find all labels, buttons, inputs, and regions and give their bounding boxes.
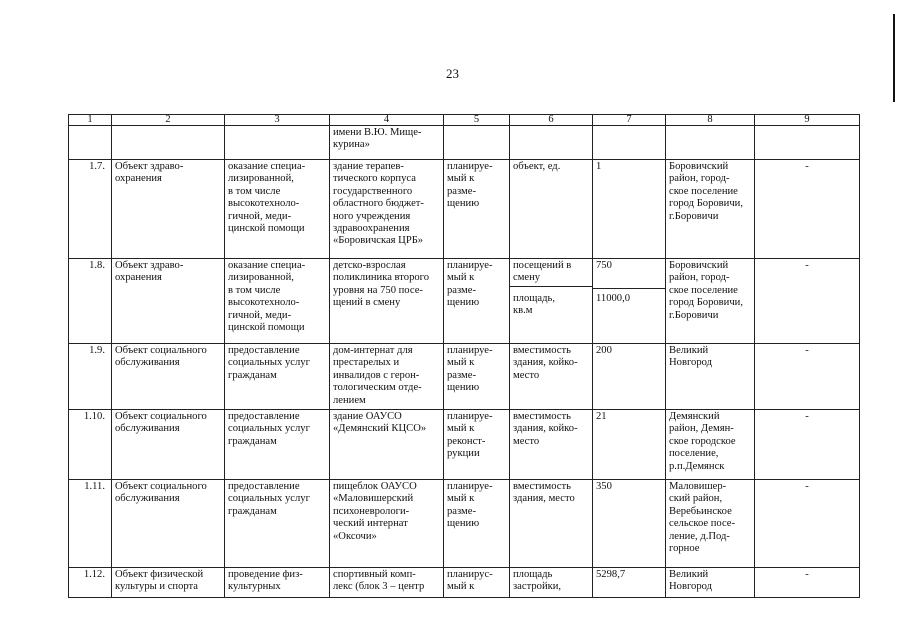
cell-object-type — [112, 568, 225, 598]
cell-text-line: здания, койко- — [513, 423, 578, 435]
cell-text-line: мый к — [447, 173, 475, 185]
cell-text-line: разме- — [447, 185, 476, 197]
table-row — [69, 160, 860, 259]
cell-text-line: объект, ед. — [513, 161, 561, 172]
cell-text-line: предоставление — [228, 481, 300, 492]
cell-text-line: город Боровичи, — [669, 297, 743, 309]
cell-text-line: государственного — [333, 185, 413, 197]
cell-location — [666, 259, 755, 344]
cell-text-line: пищеблок ОАУСО — [333, 481, 417, 492]
cell-text-line: щению — [447, 518, 480, 530]
cell-value-bottom — [596, 289, 662, 305]
cell-text-line: оказание специа- — [228, 161, 306, 172]
cell-text-line: высокотехноло- — [228, 297, 300, 309]
cell-zone: - — [755, 480, 860, 568]
cell-text-line: здания, койко- — [513, 357, 578, 369]
cell-text-line: район, город- — [669, 272, 730, 284]
page-number: 23 — [446, 66, 459, 81]
cell-status — [444, 480, 510, 568]
cell-text-line: инвалидов с герон- — [333, 369, 420, 381]
cell-text-line: гражданам — [228, 505, 277, 517]
cell-text-line: гражданам — [228, 369, 277, 381]
cell-text-line: здание ОАУСО — [333, 411, 402, 422]
cell-text-line: место — [513, 435, 540, 447]
cell-value: 5298,7 — [593, 568, 666, 598]
cell-text-line: психоневрологи- — [333, 505, 410, 517]
cell-number: 1.8. — [69, 259, 112, 344]
cell-name — [330, 259, 444, 344]
cell-status — [444, 259, 510, 344]
cell-text-line: предоставление — [228, 345, 300, 356]
cell-text-line: Боровичский — [669, 260, 729, 271]
cell-text-line: Великий — [669, 345, 709, 356]
cell-text-line: Великий — [669, 569, 709, 580]
cell-purpose — [225, 160, 330, 259]
cell-text-line: город Боровичи, — [669, 198, 743, 210]
cell-zone: - — [755, 259, 860, 344]
cell-text-line: здание терапев- — [333, 161, 404, 172]
cell-text-line: ское поселение — [669, 185, 738, 197]
cell-purpose — [225, 480, 330, 568]
cell-number: 1.12. — [69, 568, 112, 598]
cell-zone: - — [755, 344, 860, 410]
cell-text-line: цинской помощи — [228, 322, 305, 334]
cell-text-line: «Маловишерский — [333, 493, 414, 505]
cell-text-line: г.Боровичи — [669, 210, 719, 222]
cell-status — [444, 410, 510, 480]
cell-indicator-top — [510, 260, 592, 287]
cell-text-line: р.п.Демянск — [669, 460, 725, 472]
cell-text-line: вместимость — [513, 411, 571, 422]
cell-text-line: ление, д.Под- — [669, 530, 730, 542]
cell-object-type — [112, 259, 225, 344]
cell-text-line: «Боровичская ЦРБ» — [333, 235, 424, 247]
cell-zone: - — [755, 568, 860, 598]
cell-text-line: Объект социального — [115, 481, 207, 492]
cell-text-line: место — [513, 369, 540, 381]
cell-text-line: планируе- — [447, 161, 493, 172]
cell-text-line: Объект физической — [115, 569, 204, 580]
cell-object-type — [112, 410, 225, 480]
cell-text-line: обслуживания — [115, 357, 180, 369]
cell-text-line: спортивный комп- — [333, 569, 416, 580]
cell-text-line: лением — [333, 394, 366, 406]
cell-object-type — [112, 480, 225, 568]
cell-location — [666, 410, 755, 480]
cell-text-line: разме- — [447, 505, 476, 517]
cell-status — [444, 160, 510, 259]
col-header: 4 — [330, 115, 444, 126]
cell-text-line: ческий интернат — [333, 518, 408, 530]
cell-indicator — [510, 568, 593, 598]
cell-indicator — [510, 480, 593, 568]
cell-name — [330, 126, 444, 160]
cell-text-line: дом-интернат для — [333, 345, 413, 356]
cell-text-line: Объект здраво- — [115, 161, 184, 172]
cell-status — [444, 344, 510, 410]
cell-text-line: сельское посе- — [669, 518, 736, 530]
cell-text-line: мый к — [447, 357, 475, 369]
cell-text-line: Объект здраво- — [115, 260, 184, 271]
cell-text-line: тологическим отде- — [333, 382, 422, 394]
cell-text-line: посещений в — [513, 260, 572, 271]
cell-text-line: Объект социального — [115, 345, 207, 356]
cell-purpose — [225, 410, 330, 480]
cell-text-line: лизированной, — [228, 173, 294, 185]
cell-number: 1.7. — [69, 160, 112, 259]
cell-text-line: планирус- — [447, 569, 493, 580]
cell-zone — [755, 126, 860, 160]
cell-purpose — [225, 344, 330, 410]
cell-text-line: мый к — [447, 423, 475, 435]
table-row — [69, 259, 860, 344]
cell-indicator-bottom — [513, 287, 589, 318]
cell-text-line: планируе- — [447, 411, 493, 422]
cell-text-line: гичной, меди- — [228, 210, 292, 222]
cell-purpose — [225, 259, 330, 344]
cell-purpose — [225, 568, 330, 598]
cell-name — [330, 160, 444, 259]
cell-location — [666, 568, 755, 598]
cell-text-line: обслуживания — [115, 493, 180, 505]
cell-text-line: Новгород — [669, 581, 713, 593]
cell-number — [69, 126, 112, 160]
cell-number: 1.9. — [69, 344, 112, 410]
cell-name — [330, 410, 444, 480]
cell-value — [593, 259, 666, 344]
cell-text-line: г.Боровичи — [669, 309, 719, 321]
cell-text-line: цинской помощи — [228, 223, 305, 235]
table-row — [69, 480, 860, 568]
col-header: 2 — [112, 115, 225, 126]
cell-text-line: мый к — [447, 581, 475, 593]
table-body — [69, 115, 860, 598]
cell-text-line: планируе- — [447, 345, 493, 356]
cell-object-type — [112, 160, 225, 259]
cell-name — [330, 568, 444, 598]
cell-location — [666, 126, 755, 160]
cell-text-line: смену — [513, 272, 541, 284]
cell-text-line: предоставление — [228, 411, 300, 422]
table-row — [69, 126, 860, 160]
cell-text-line: рукции — [447, 448, 480, 460]
cell-indicator — [510, 344, 593, 410]
cell-purpose — [225, 126, 330, 160]
cell-text-line: оказание специа- — [228, 260, 306, 271]
cell-name — [330, 480, 444, 568]
cell-text-line: ское городское — [669, 435, 736, 447]
cell-status — [444, 568, 510, 598]
cell-text-line: детско-взрослая — [333, 260, 406, 271]
cell-value: 21 — [593, 410, 666, 480]
cell-object-type — [112, 344, 225, 410]
cell-text-line: поликлиника второго — [333, 272, 430, 284]
cell-location — [666, 160, 755, 259]
cell-text-line: Новгород — [669, 357, 713, 369]
cell-text-line: тического корпуса — [333, 173, 416, 185]
cell-text-line: 750 — [596, 260, 612, 271]
col-header: 9 — [755, 115, 860, 126]
cell-text-line: лекс (блок 3 – центр — [333, 581, 425, 593]
cell-text-line: застройки, — [513, 581, 562, 593]
cell-text-line: планируе- — [447, 260, 493, 271]
cell-text-line: социальных услуг — [228, 423, 310, 435]
cell-name — [330, 344, 444, 410]
cell-text-line: мый к — [447, 493, 475, 505]
cell-text-line: в том числе — [228, 185, 281, 197]
cell-text-line: вместимость — [513, 345, 571, 356]
col-header: 8 — [666, 115, 755, 126]
cell-text-line: ного учреждения — [333, 210, 411, 222]
cell-text-line: престарелых и — [333, 357, 400, 369]
cell-text-line: социальных услуг — [228, 493, 310, 505]
cell-text-line: площадь, — [513, 293, 555, 304]
cell-value: 200 — [593, 344, 666, 410]
margin-bar — [893, 14, 895, 102]
cell-text-line: в том числе — [228, 284, 281, 296]
cell-text-line: разме- — [447, 284, 476, 296]
cell-status — [444, 126, 510, 160]
cell-value-top — [593, 260, 665, 289]
cell-text-line: щению — [447, 382, 480, 394]
cell-location — [666, 480, 755, 568]
cell-text-line: социальных услуг — [228, 357, 310, 369]
col-header: 6 — [510, 115, 593, 126]
cell-indicator — [510, 259, 593, 344]
cell-text-line: Боровичский — [669, 161, 729, 172]
cell-text-line: район, город- — [669, 173, 730, 185]
col-header: 5 — [444, 115, 510, 126]
cell-text-line: Объект социального — [115, 411, 207, 422]
cell-text-line: лизированной, — [228, 272, 294, 284]
cell-text-line: культуры и спорта — [115, 581, 198, 593]
cell-number: 1.10. — [69, 410, 112, 480]
cell-text-line: высокотехноло- — [228, 198, 300, 210]
cell-text-line: Демянский — [669, 411, 720, 422]
cell-text-line: Маловишер- — [669, 481, 727, 492]
cell-text-line: ское поселение — [669, 284, 738, 296]
col-header: 1 — [69, 115, 112, 126]
cell-text-line: кв.м — [513, 305, 533, 317]
cell-text-line: здания, место — [513, 493, 575, 505]
cell-text-line: ский район, — [669, 493, 723, 505]
cell-text-line: Веребьинское — [669, 505, 732, 517]
cell-text-line: охранения — [115, 272, 162, 284]
cell-text-line: имени В.Ю. Мище- — [333, 127, 422, 138]
cell-text-line: щению — [447, 198, 480, 210]
cell-text-line: район, Демян- — [669, 423, 734, 435]
table-row — [69, 344, 860, 410]
cell-indicator — [510, 160, 593, 259]
cell-text-line: культурных — [228, 581, 281, 593]
cell-text-line: гражданам — [228, 435, 277, 447]
cell-text-line: обслуживания — [115, 423, 180, 435]
cell-number: 1.11. — [69, 480, 112, 568]
col-header: 7 — [593, 115, 666, 126]
cell-text-line: щений в смену — [333, 297, 401, 309]
cell-indicator — [510, 410, 593, 480]
table-row — [69, 410, 860, 480]
cell-text-line: щению — [447, 297, 480, 309]
cell-text-line: планируе- — [447, 481, 493, 492]
cell-text-line: мый к — [447, 272, 475, 284]
cell-indicator — [510, 126, 593, 160]
cell-text-line: разме- — [447, 369, 476, 381]
cell-object-type — [112, 126, 225, 160]
col-header: 3 — [225, 115, 330, 126]
cell-text-line: реконст- — [447, 435, 486, 447]
cell-text-line: горное — [669, 543, 700, 555]
cell-text-line: вместимость — [513, 481, 571, 492]
cell-text-line: площадь — [513, 569, 553, 580]
cell-zone: - — [755, 410, 860, 480]
cell-text-line: уровня на 750 посе- — [333, 284, 423, 296]
cell-text-line: областного бюджет- — [333, 198, 424, 210]
cell-text-line: охранения — [115, 173, 162, 185]
column-number-row — [69, 115, 860, 126]
cell-text-line: «Демянский КЦСО» — [333, 423, 427, 435]
cell-text-line: 11000,0 — [596, 293, 631, 304]
cell-text-line: проведение физ- — [228, 569, 303, 580]
cell-location — [666, 344, 755, 410]
cell-text-line: гичной, меди- — [228, 309, 292, 321]
cell-text-line: курина» — [333, 139, 370, 151]
cell-text-line: здравоохранения — [333, 223, 410, 235]
cell-value: 1 — [593, 160, 666, 259]
cell-text-line: «Оксочи» — [333, 530, 377, 542]
table-row — [69, 568, 860, 598]
objects-table — [68, 114, 860, 598]
cell-value — [593, 126, 666, 160]
cell-zone: - — [755, 160, 860, 259]
cell-text-line: поселение, — [669, 448, 719, 460]
cell-value: 350 — [593, 480, 666, 568]
